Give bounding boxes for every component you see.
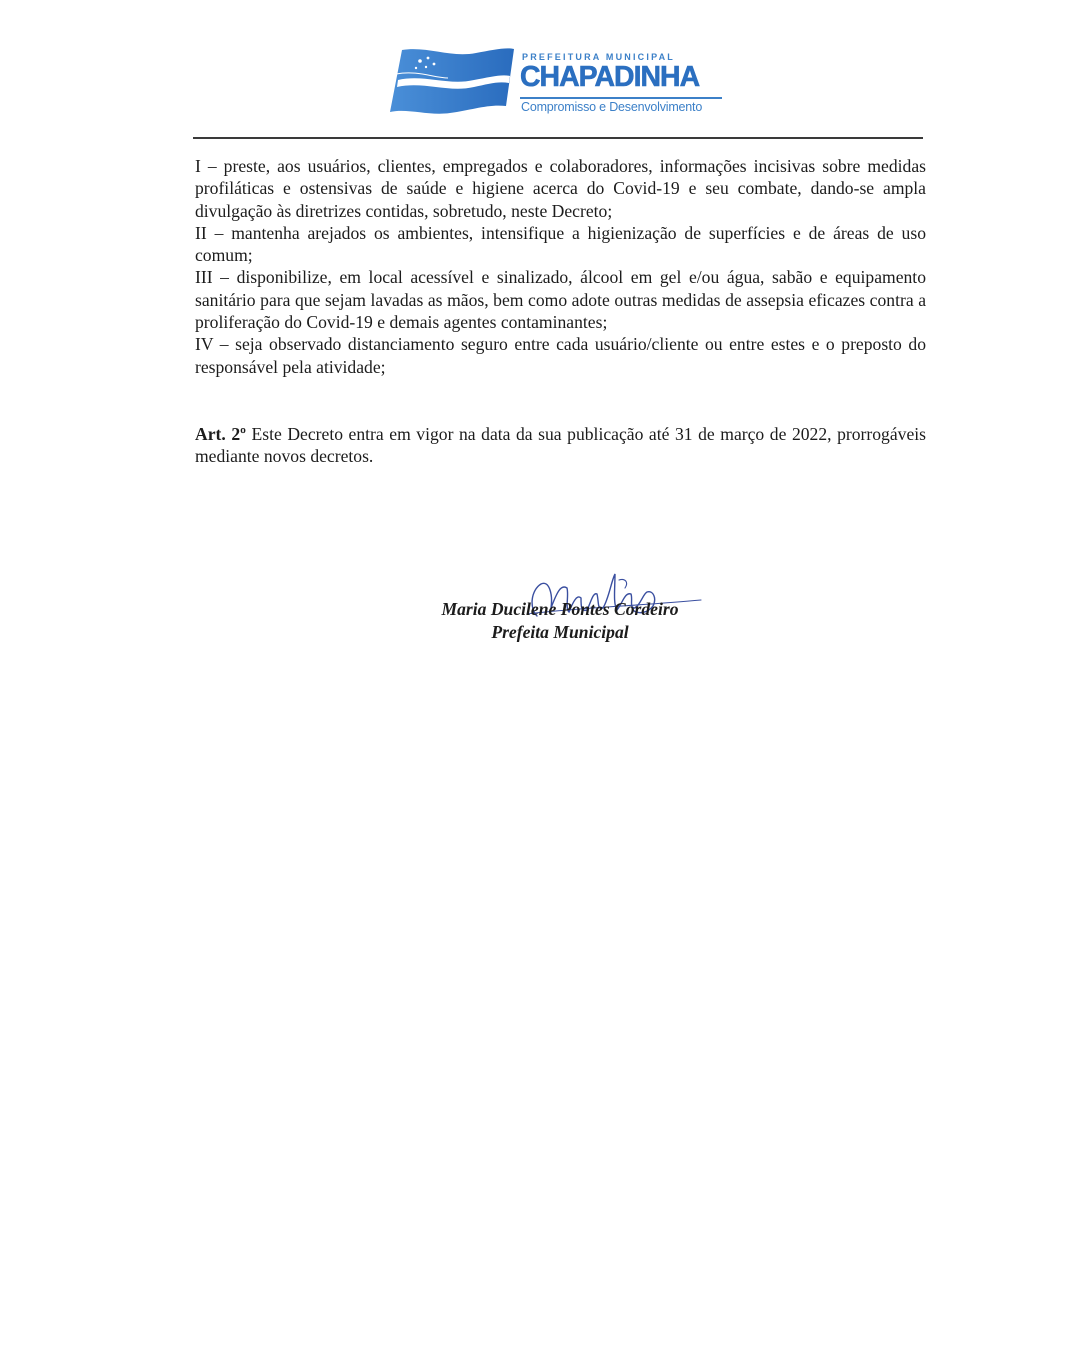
org-name: CHAPADINHA [520, 61, 700, 93]
signer-title: Prefeita Municipal [491, 622, 629, 642]
item-iv: IV – seja observado distanciamento seguro entre cada usuário/cliente ou entre estes e o preposto do responsável pela atividade; [195, 334, 926, 377]
item-ii: II – mantenha arejados os ambientes, intensifique a higienização de superfícies e de áreas de uso comum; [195, 222, 926, 266]
item-i: I – preste, aos usuários, clientes, empregados e colaboradores, informações incisivas sobre medidas profiláticas e ostensivas de saúde e higiene acerca do Covid-19 e seu combate, dando-se ampla divulgação às diretrizes contidas, sobretudo, neste Decreto; [195, 156, 926, 221]
article-label: Art. 2º [195, 423, 246, 444]
org-small-label: PREFEITURA MUNICIPAL [522, 52, 675, 62]
signature-block [400, 598, 720, 644]
header-rule [193, 137, 923, 139]
flag-icon [388, 44, 516, 116]
document-body [195, 155, 926, 468]
brand-divider [520, 97, 722, 99]
org-tagline: Compromisso e Desenvolvimento [521, 100, 703, 114]
signer-name: Maria Ducilene Pontes Cordeiro [441, 599, 679, 619]
item-iii: III – disponibilize, em local acessível e sinalizado, álcool em gel e/ou água, sabão e equipamento sanitário para que sejam lavadas as mãos, bem como adote outras medidas de assepsia eficazes contra a proliferação do Covid-19 e demais agentes contaminantes; [195, 267, 926, 333]
header-logo [388, 44, 728, 124]
article-text: Este Decreto entra em vigor na data da sua publicação até 31 de março de 2022, prorrogáveis mediante novos decretos. [195, 423, 926, 467]
article-2 [195, 423, 926, 468]
paragraph-spacer [195, 378, 926, 423]
